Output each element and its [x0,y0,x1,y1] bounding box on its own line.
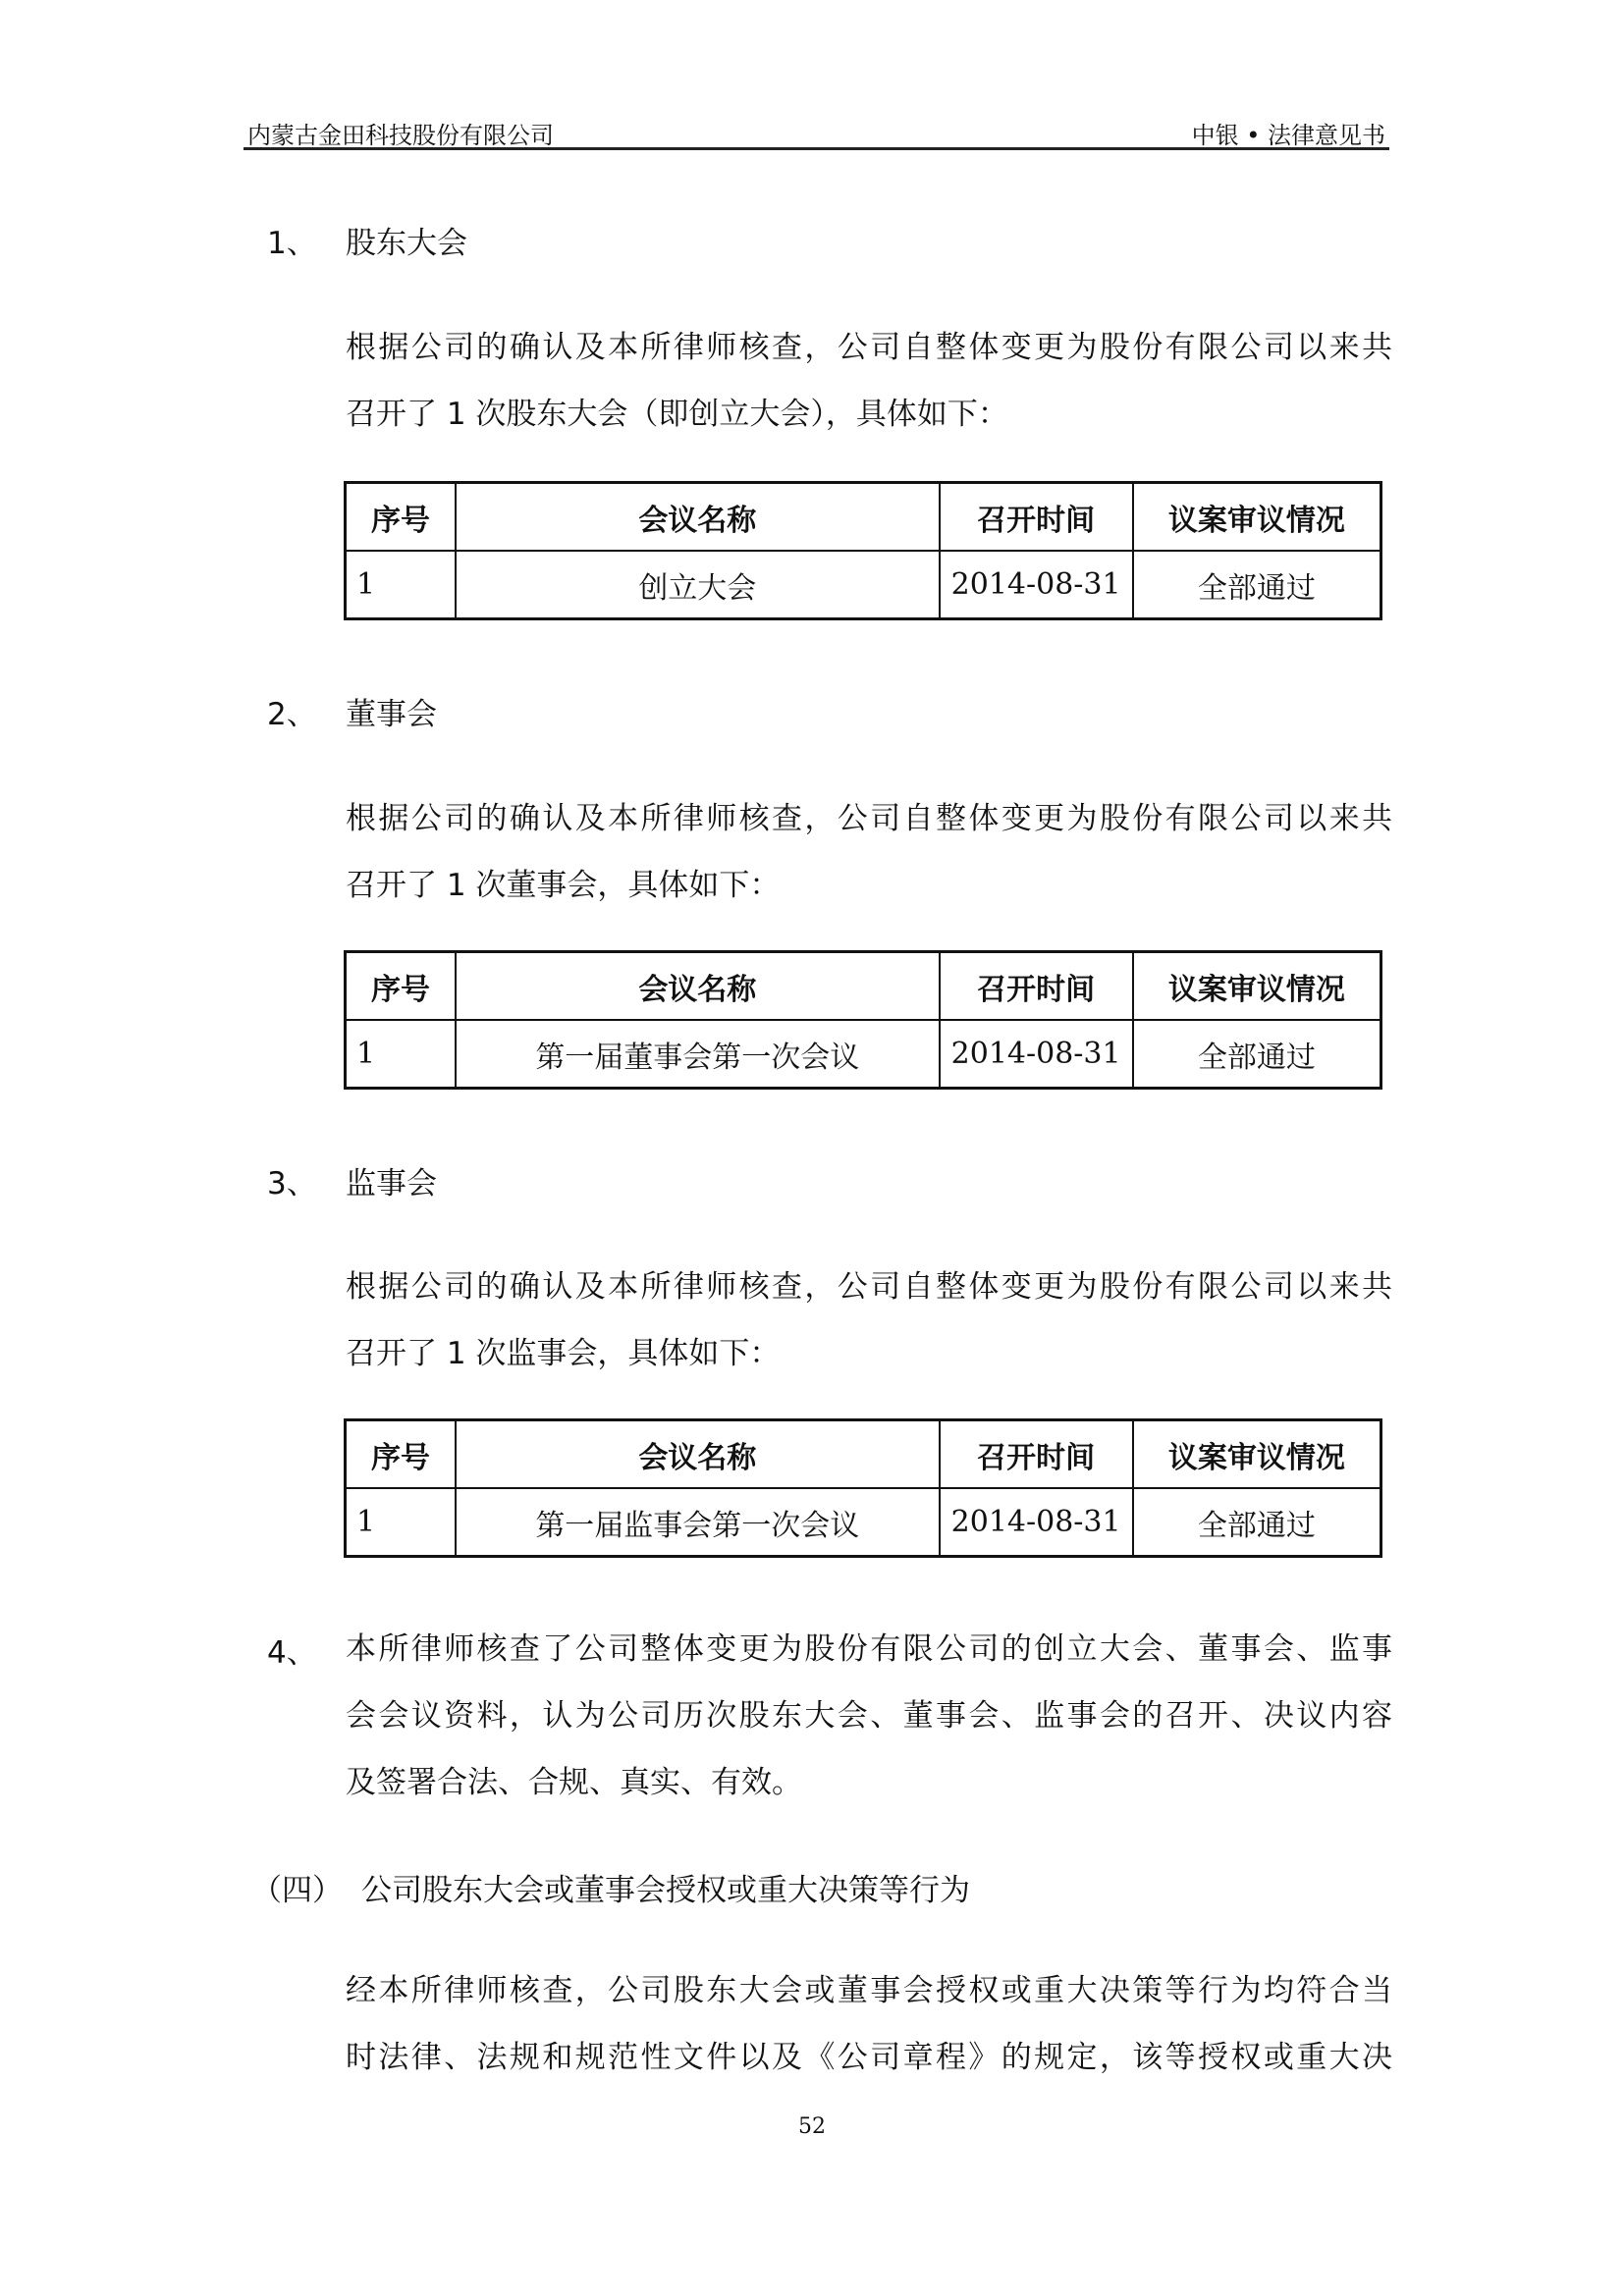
header-cell-name: 会议名称 [456,483,939,552]
cell-result: 全部通过 [1133,1488,1381,1557]
paragraph-line: 及签署合法、合规、真实、有效。 [346,1765,802,1800]
table-header-row [346,1420,1381,1489]
header-cell-no: 序号 [346,483,457,552]
header-cell-name: 会议名称 [456,1420,939,1489]
header-cell-name: 会议名称 [456,952,939,1021]
section-1-paragraph [346,314,1392,448]
paragraph-line: 召开了 1 次监事会，具体如下： [346,1336,781,1371]
section-4-number: 4、 [267,1635,317,1671]
paragraph-line: 会会议资料，认为公司历次股东大会、董事会、监事会的召开、决议内容 [346,1698,1392,1734]
section-3-number: 3、 [267,1166,317,1201]
header-company: 内蒙古金田科技股份有限公司 [247,122,554,149]
header-doc-type: 中银 • 法律意见书 [1191,122,1385,149]
cell-result: 全部通过 [1133,551,1381,619]
paragraph-line: 时法律、法规和规范性文件以及《公司章程》的规定，该等授权或重大决 [346,2040,1392,2075]
header-cell-date: 召开时间 [940,1420,1133,1489]
table-header-row [346,952,1381,1021]
header-cell-result: 议案审议情况 [1133,1420,1381,1489]
cell-date: 2014-08-31 [940,1488,1133,1557]
section-4-cn-title: 公司股东大会或董事会授权或重大决策等行为 [361,1873,970,1908]
section-2-title: 董事会 [346,697,437,732]
page-header [244,108,1389,150]
cell-date: 2014-08-31 [940,551,1133,619]
section-2-number: 2、 [267,697,317,732]
section-1-number: 1、 [267,226,317,261]
supervisory-meeting-table [344,1418,1382,1558]
section-4-cn-paragraph [346,1957,1392,2091]
board-meeting-table [344,950,1382,1090]
header-cell-date: 召开时间 [940,483,1133,552]
paragraph-line: 召开了 1 次股东大会（即创立大会），具体如下： [346,397,1008,432]
table-header-row [346,483,1381,552]
cell-name: 创立大会 [456,551,939,619]
cell-name: 第一届监事会第一次会议 [456,1488,939,1557]
cell-date: 2014-08-31 [940,1020,1133,1089]
header-cell-date: 召开时间 [940,952,1133,1021]
section-4-paragraph [346,1616,1392,1816]
header-cell-no: 序号 [346,952,457,1021]
section-1-title: 股东大会 [346,226,467,261]
table-row [346,1020,1381,1089]
page-number: 52 [798,2114,826,2139]
section-2-paragraph [346,785,1392,919]
cell-no: 1 [346,1020,457,1089]
paragraph-line: 根据公司的确认及本所律师核查，公司自整体变更为股份有限公司以来共 [346,1269,1392,1305]
cell-no: 1 [346,1488,457,1557]
paragraph-line: 召开了 1 次董事会，具体如下： [346,868,781,903]
table-row [346,1488,1381,1557]
cell-no: 1 [346,551,457,619]
header-cell-result: 议案审议情况 [1133,483,1381,552]
section-3-paragraph [346,1254,1392,1387]
section-3-title: 监事会 [346,1166,437,1201]
table-row [346,551,1381,619]
cell-result: 全部通过 [1133,1020,1381,1089]
paragraph-line: 经本所律师核查，公司股东大会或董事会授权或重大决策等行为均符合当 [346,1973,1392,2008]
header-cell-result: 议案审议情况 [1133,952,1381,1021]
section-4-cn-number: （四） [251,1873,343,1908]
paragraph-line: 根据公司的确认及本所律师核查，公司自整体变更为股份有限公司以来共 [346,330,1392,365]
header-cell-no: 序号 [346,1420,457,1489]
paragraph-line: 本所律师核查了公司整体变更为股份有限公司的创立大会、董事会、监事 [346,1631,1392,1667]
cell-name: 第一届董事会第一次会议 [456,1020,939,1089]
paragraph-line: 根据公司的确认及本所律师核查，公司自整体变更为股份有限公司以来共 [346,801,1392,836]
shareholder-meeting-table [344,481,1382,620]
